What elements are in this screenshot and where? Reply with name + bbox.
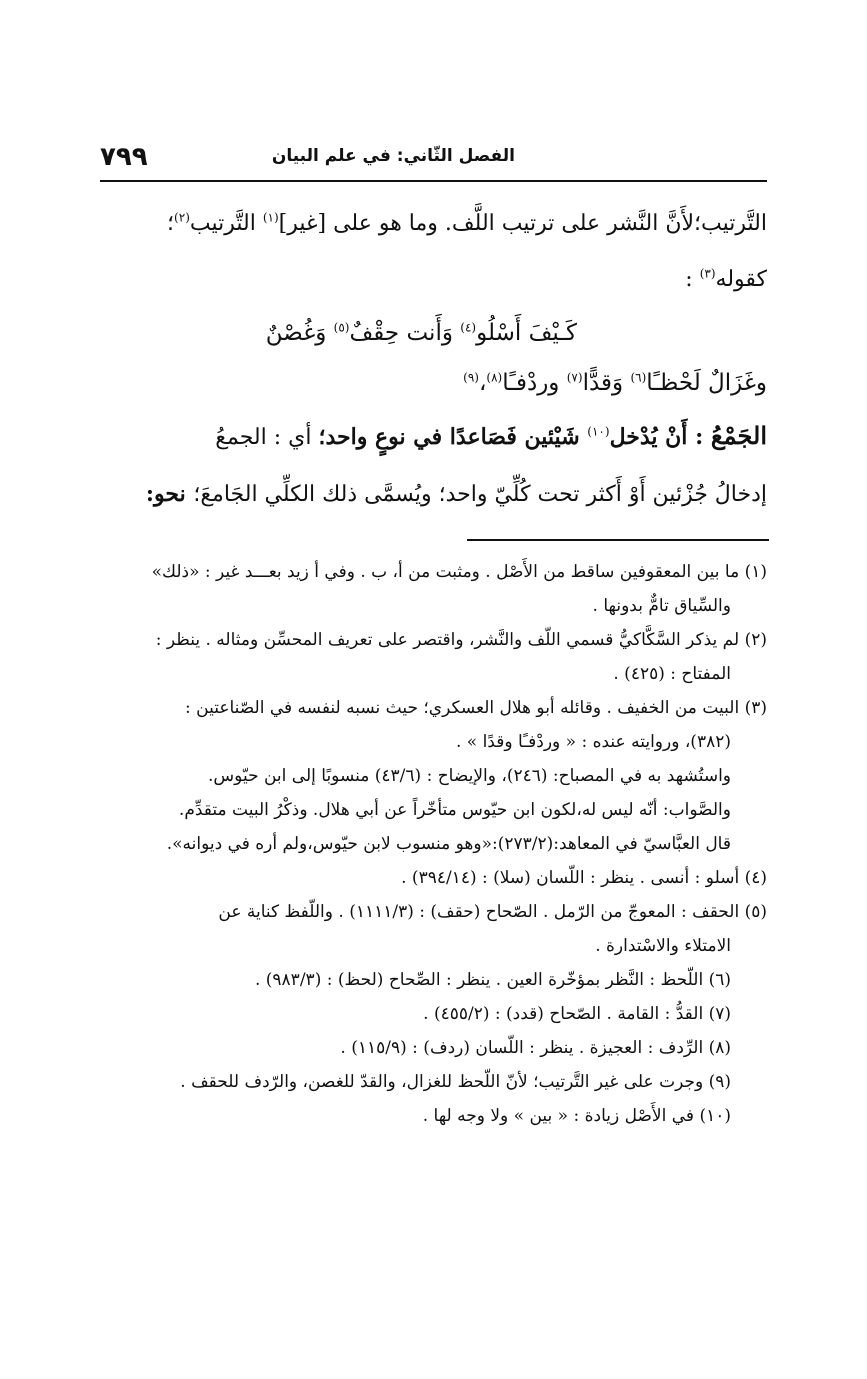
running-title: الفصل الثّاني: في علم البيان	[271, 146, 515, 166]
footnote-ref: (٥)	[333, 320, 350, 335]
text-line: إدخالُ جُزْئين أَوْ أَكثر تحت كُلِّيّ واحد؛ ويُسمَّى ذلك الكلِّي الجَامعَ؛ نحو:	[145, 481, 767, 507]
footnote-ref: (٧)	[566, 370, 583, 385]
verse-hemistich-2: وغَزَالٌ لَحْظـًا$^{(٦)}$ وَقدًّا$^{(٧)}$ وردْفـًا$^{(٨)}$،$^{(٩)}$	[463, 370, 767, 396]
footnote-ref: (٢)	[174, 210, 190, 225]
footnote-ref: (١٠)	[587, 424, 610, 439]
footnote-ref: (٩)	[463, 370, 479, 385]
footnote-9: (٩) وجرت على غير التَّرتيب؛ لأنّ اللّحظ للغزال، والقدّ للغصن، والرّدف للحقف .	[180, 1072, 731, 1092]
footnote-5: (٥) الحقف : المعوجّ من الرّمل . الصّحاح (حقف) : (١١١١/٣) . واللّفظ كناية عن الامتلاء والاسْتدارة .	[218, 902, 767, 956]
footnote-ref: (٤)	[460, 320, 477, 335]
footnote-ref: (٨)	[486, 370, 503, 385]
footnote-10: (١٠) في الأَصْل زيادة : « بين » ولا وجه لها .	[422, 1106, 731, 1126]
footnote-ref: (١)	[262, 210, 279, 225]
text-line: كقوله$^{(٣)}$ :	[685, 266, 767, 292]
footnote-separator	[467, 539, 769, 541]
footnotes	[100, 555, 767, 1133]
text-line: التَّرتيب؛لأَنَّ النَّشر على ترتيب اللَّف. وما هو على [غير]$^{(١)}$ التَّرتيب$^{(٢)}$؛	[167, 210, 767, 236]
definition-line: الجَمْعُ : أَنْ يُدْخل$^{(١٠)}$ شَيْئين فَصَاعدًا في نوعٍ واحد؛ أي : الجمعُ	[215, 421, 767, 450]
footnote-3: (٣) البيت من الخفيف . وقائله أبو هلال العسكري؛ حيث نسبه لنفسه في الصّناعتين : (٣٨٢)، وروايته عنده : « وردْفـًا وقدًا » . واستُشهد به في المصباح: (٢٤٦)، والإيضاح : (٤٣/٦) منسوبًا إلى ابن حيّوس. والصَّواب: أنّه ليس له،لكون ابن حيّوس متأخّراً عن أبي هلال. وذكْرُ البيت متقدِّم. قال العبَّاسيّ في المعاهد:(٢٧٣/٢):«وهو منسوب لابن حيّوس،ولم أره في ديوانه».	[166, 698, 767, 854]
footnote-4: (٤) أسلو : أنسى . ينظر : اللّسان (سلا) : (٣٩٤/١٤) .	[401, 868, 767, 888]
page-header	[100, 140, 767, 182]
main-text	[100, 196, 767, 523]
verse-hemistich-1: كَـيْفَ أَسْلُو$^{(٤)}$ وَأَنت حِقْفٌ$^{(٥)}$ وَغُصْنٌ	[265, 320, 577, 346]
footnote-6: (٦) اللّحظ : النَّظر بمؤخّرة العين . ينظر : الصِّحاح (لحظ) : (٩٨٣/٣) .	[254, 970, 731, 990]
poetry-verse	[100, 308, 767, 408]
footnote-ref: (٦)	[630, 370, 647, 385]
footnote-1: (١) ما بين المعقوفين ساقط من الأَصْل . ومثبت من أ، ب . وفي أ زيد بعـــد غير : «ذلك» والسِّياق تامٌّ بدونها .	[151, 562, 767, 616]
footnote-2: (٢) لم يذكر السَّكَّاكيُّ قسمي اللّف والنَّشر، واقتصر على تعريف المحسِّن ومثاله . ينظر : المفتاح : (٤٢٥) .	[155, 630, 767, 684]
footnote-7: (٧) القدُّ : القامة . الصّحاح (قدد) : (٤٥٥/٢) .	[423, 1004, 731, 1024]
defined-term: الجَمْعُ	[710, 421, 767, 450]
footnote-8: (٨) الرِّدف : العجيزة . ينظر : اللّسان (ردف) : (١١٥/٩) .	[340, 1038, 731, 1058]
page-number: ٧٩٩	[100, 142, 148, 172]
footnote-ref: (٣)	[699, 266, 716, 281]
